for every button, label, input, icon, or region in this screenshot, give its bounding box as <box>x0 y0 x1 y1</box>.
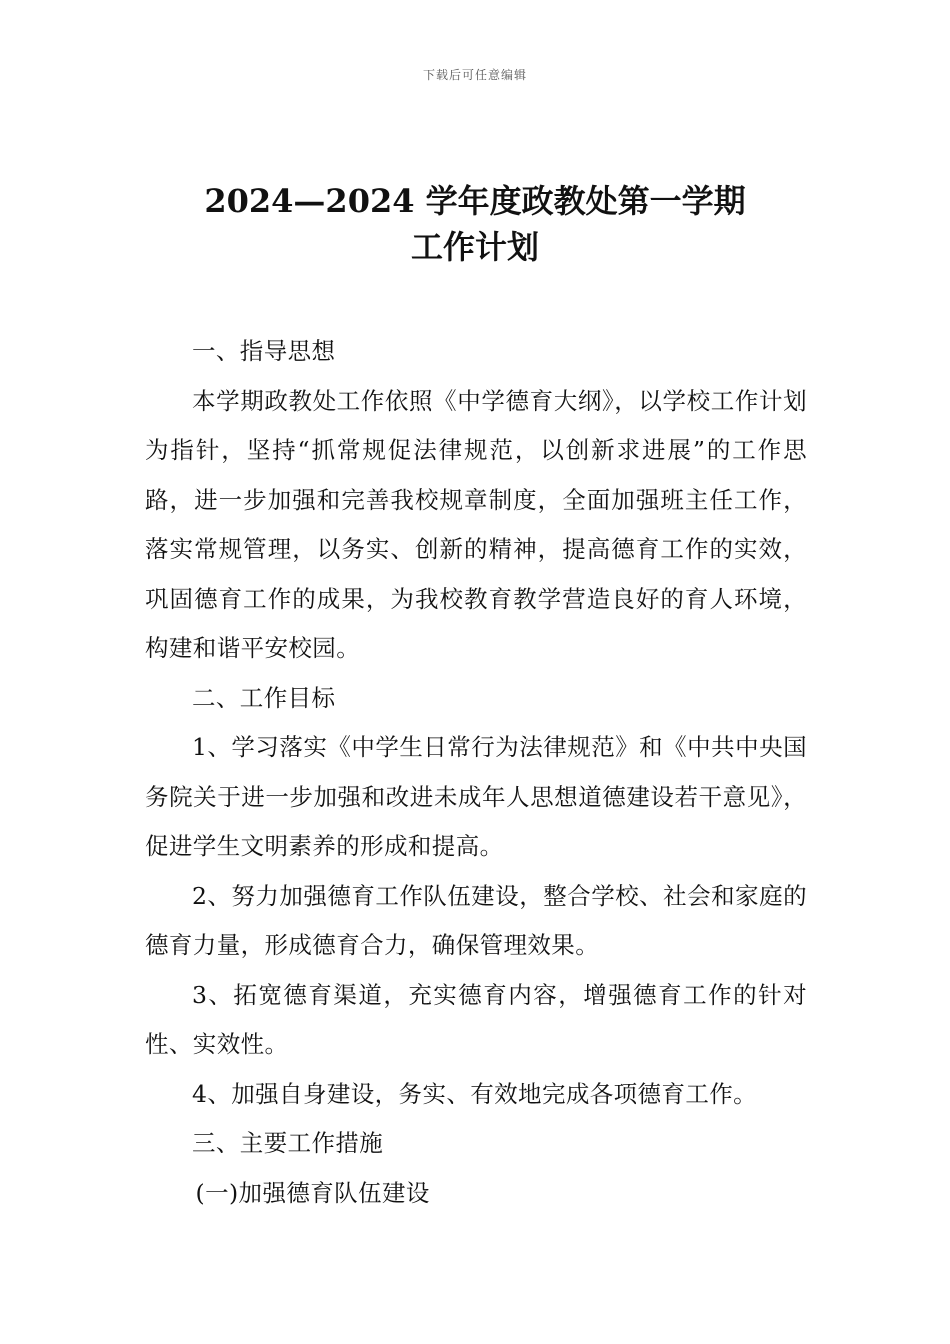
subsection-heading-team-building: (一)加强德育队伍建设 <box>195 1178 430 1207</box>
goal-item-2: 2、努力加强德育工作队伍建设，整合学校、社会和家庭的德育力量，形成德育合力，确保管理效果。 <box>145 881 807 959</box>
section-heading-guiding-thought: 一、指导思想 <box>192 337 336 365</box>
goal-item-4: 4、加强自身建设，务实、有效地完成各项德育工作。 <box>192 1079 758 1108</box>
document-body <box>145 327 807 1218</box>
title-line-2: 工作计划 <box>410 228 539 266</box>
document-title <box>0 178 950 270</box>
goal-item-1: 1、学习落实《中学生日常行为法律规范》和《中共中央国务院关于进一步加强和改进未成年人思想道德建设若干意见》，促进学生文明素养的形成和提高。 <box>145 733 807 860</box>
title-line-1: 2024—2024 学年度政教处第一学期 <box>204 182 746 220</box>
paragraph-guiding-thought: 本学期政教处工作依照《中学德育大纲》，以学校工作计划为指针，坚持“抓常规促法律规范，以创新求进展”的工作思路，进一步加强和完善我校规章制度，全面加强班主任工作，落实常规管理，以务实、创新的精神，提高德育工作的实效，巩固德育工作的成果，为我校教育教学营造良好的育人环境，构建和谐平安校园。 <box>145 386 807 662</box>
goal-item-3: 3、拓宽德育渠道，充实德育内容，增强德育工作的针对性、实效性。 <box>145 980 807 1058</box>
header-note: 下载后可任意编辑 <box>422 68 527 82</box>
section-heading-work-goals: 二、工作目标 <box>192 683 336 712</box>
section-heading-main-measures: 三、主要工作措施 <box>192 1129 384 1157</box>
